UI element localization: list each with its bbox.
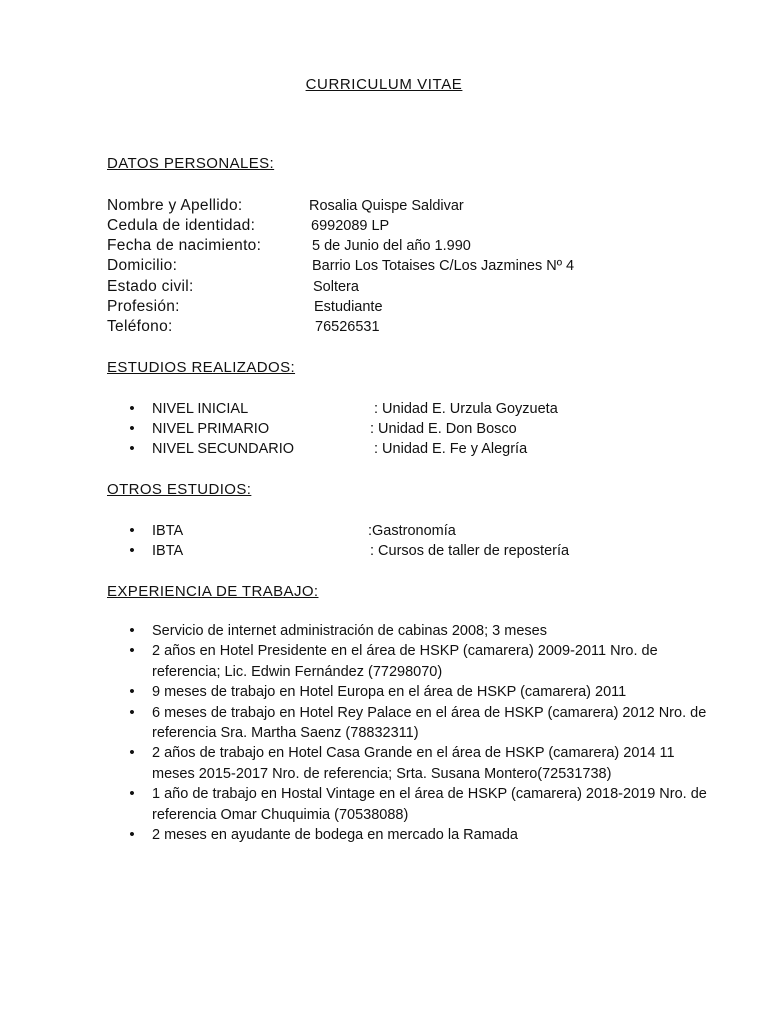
other-study-course: :Gastronomía [368,523,456,539]
bullet-icon [128,703,136,723]
experience-item [128,682,708,702]
personal-value: 76526531 [315,319,380,335]
bullet-icon [128,641,136,661]
study-institution: : Unidad E. Fe y Alegría [374,441,528,457]
personal-value: 5 de Junio del año 1.990 [312,238,471,254]
personal-label: Fecha de nacimiento: [107,237,262,254]
experience-item [128,825,708,845]
experience-item [128,743,708,784]
personal-value: Estudiante [314,299,383,315]
bullet-icon [128,743,136,763]
personal-value: Soltera [313,279,359,295]
study-level: NIVEL SECUNDARIO [152,441,295,457]
bullet-icon [128,784,136,804]
personal-label: Nombre y Apellido: [107,197,243,214]
studies-heading: ESTUDIOS REALIZADOS: [107,359,296,376]
personal-label: Domicilio: [107,257,178,274]
bullet-icon [128,521,136,541]
personal-value: Rosalia Quispe Saldivar [309,198,464,214]
document-title: CURRICULUM VITAE [305,76,463,93]
personal-value: Barrio Los Totaises C/Los Jazmines Nº 4 [312,258,575,274]
experience-item [128,784,708,825]
experience-item [128,641,708,682]
other-study-institution: IBTA [152,523,184,539]
experience-text: 6 meses de trabajo en Hotel Rey Palace en el área de HSKP (camarera) 2012 Nro. de referencia Sra. Martha Saenz (78832311) [152,704,707,742]
bullet-icon [128,439,136,459]
study-level: NIVEL PRIMARIO [152,421,270,437]
experience-item [128,703,708,744]
experience-text: 2 meses en ayudante de bodega en mercado la Ramada [152,827,518,844]
personal-label: Cedula de identidad: [107,217,256,234]
study-institution: : Unidad E. Urzula Goyzueta [374,401,558,417]
experience-list [128,621,708,845]
bullet-icon [128,541,136,561]
other-studies-heading: OTROS ESTUDIOS: [107,481,252,498]
other-study-institution: IBTA [152,543,184,559]
bullet-icon [128,399,136,419]
other-study-course: : Cursos de taller de repostería [370,543,570,559]
experience-text: 2 años de trabajo en Hotel Casa Grande en el área de HSKP (camarera) 2014 11 meses 2015-2017 Nro. de referencia; Srta. Susana Montero(72531738) [152,745,675,782]
bullet-icon [128,621,136,641]
personal-label: Teléfono: [107,318,173,335]
personal-value: 6992089 LP [311,218,390,234]
experience-text: 2 años en Hotel Presidente en el área de HSKP (camarera) 2009-2011 Nro. de referencia; Lic. Edwin Fernández (77298070) [152,643,658,680]
personal-label: Profesión: [107,298,180,315]
personal-label: Estado civil: [107,278,194,295]
experience-text: 1 año de trabajo en Hostal Vintage en el área de HSKP (camarera) 2018-2019 Nro. de referencia Omar Chuquimia (70538088) [152,786,707,823]
bullet-icon [128,825,136,845]
experience-item [128,621,708,641]
bullet-icon [128,419,136,439]
study-level: NIVEL INICIAL [152,401,249,417]
experience-text: Servicio de internet administración de cabinas 2008; 3 meses [152,623,547,639]
personal-data-heading: DATOS PERSONALES: [107,155,275,172]
experience-heading: EXPERIENCIA DE TRABAJO: [107,583,319,600]
study-institution: : Unidad E. Don Bosco [370,421,517,437]
experience-text: 9 meses de trabajo en Hotel Europa en el área de HSKP (camarera) 2011 [152,684,627,701]
bullet-icon [128,682,136,702]
